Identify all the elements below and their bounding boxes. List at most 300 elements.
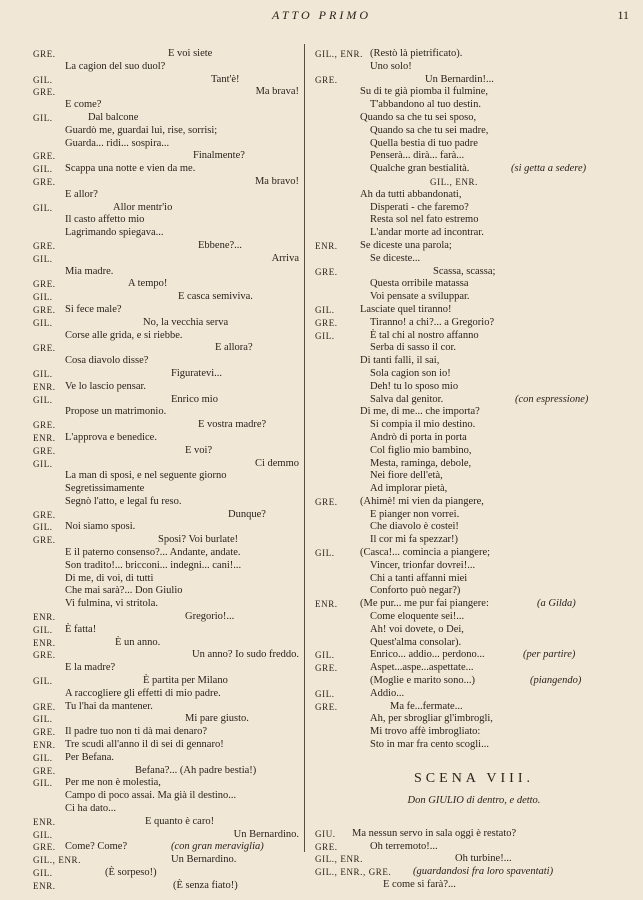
dialogue-text: E vostra madre? xyxy=(198,419,267,431)
dialogue-text: Vi fulmina, vi stritola. xyxy=(65,598,158,610)
speaker-label: GRE. xyxy=(33,279,56,290)
dialogue-text: T'abbandono al tuo destin. xyxy=(370,99,481,111)
dialogue-text: Figuratevi... xyxy=(171,367,223,379)
dialogue-line xyxy=(33,573,299,586)
dialogue-line xyxy=(315,125,633,138)
dialogue-text: L'approva e benedice. xyxy=(65,431,157,443)
dialogue-line xyxy=(315,368,633,381)
dialogue-text: E voi siete xyxy=(168,48,213,59)
dialogue-line xyxy=(315,624,633,637)
speaker-label: GRE. xyxy=(315,74,338,85)
dialogue-text: Ad implorar pietà, xyxy=(370,483,448,495)
dialogue-line xyxy=(315,355,633,368)
dialogue-text: Oh terremoto!... xyxy=(370,840,438,852)
dialogue-text: E pianger non vorrei. xyxy=(370,508,460,520)
dialogue-text: Tre scudi all'anno il dì sei di gennaro! xyxy=(65,739,224,751)
dialogue-line xyxy=(315,61,633,74)
speaker-label: ENR. xyxy=(33,612,56,623)
dialogue-line xyxy=(33,675,299,688)
dialogue-line xyxy=(315,445,633,458)
right-column-scene-dialogue xyxy=(315,828,633,892)
dialogue-text: Disperati - che faremo? xyxy=(370,201,469,213)
left-column xyxy=(33,48,299,893)
speaker-label: ENR. xyxy=(33,637,56,648)
speaker-label: GIL. xyxy=(315,688,335,699)
speaker-label: GIL. xyxy=(315,330,335,341)
dialogue-text: Ve lo lascio pensar. xyxy=(65,380,147,392)
speaker-label: GIL. xyxy=(33,253,53,264)
speaker-label: GIL. xyxy=(315,548,335,559)
speaker-label: GIL. xyxy=(315,650,335,661)
speaker-label: GIL. xyxy=(33,522,53,533)
dialogue-text: Campo di poco assai. Ma già il destino... xyxy=(65,790,237,802)
speaker-heading: GIL., ENR. xyxy=(430,176,478,187)
dialogue-line xyxy=(33,189,299,202)
dialogue-text: Quest'alma consolar). xyxy=(370,636,462,648)
dialogue-text: Il cor mi fa spezzar!) xyxy=(370,534,459,546)
dialogue-line xyxy=(315,48,633,61)
dialogue-line xyxy=(315,521,633,534)
dialogue-line xyxy=(33,355,299,368)
dialogue-line xyxy=(33,829,299,842)
dialogue-line xyxy=(33,138,299,151)
speaker-label: GRE. xyxy=(315,496,338,507)
speaker-label: ENR. xyxy=(33,880,56,891)
speaker-label: GIL. xyxy=(33,112,53,123)
dialogue-line xyxy=(33,278,299,291)
dialogue-text: Ma nessun servo in sala oggi è restato? xyxy=(352,827,517,839)
dialogue-line xyxy=(315,841,633,854)
dialogue-text: A tempo! xyxy=(128,278,168,290)
speaker-label: GIL. xyxy=(33,829,53,840)
speaker-label: GRE. xyxy=(33,842,56,853)
dialogue-line xyxy=(33,330,299,343)
dialogue-text: Allor mentr'io xyxy=(113,201,173,213)
dialogue-line xyxy=(33,99,299,112)
speaker-label: GRE. xyxy=(33,343,56,354)
speaker-label: GIL. xyxy=(33,868,53,878)
dialogue-line xyxy=(33,803,299,816)
dialogue-line xyxy=(315,176,633,189)
speaker-label: GRE. xyxy=(33,535,56,546)
dialogue-text: La cagion del suo duol? xyxy=(65,60,166,72)
speaker-label: GIU. xyxy=(315,828,336,839)
speaker-label: GRE. xyxy=(33,87,56,98)
dialogue-line xyxy=(33,598,299,611)
dialogue-line xyxy=(315,74,633,87)
dialogue-text: Aspet...aspe...aspettate... xyxy=(370,662,474,674)
dialogue-text: Uno solo! xyxy=(370,60,412,72)
speaker-label: ENR. xyxy=(33,740,56,751)
speaker-label: GRE. xyxy=(315,701,338,712)
dialogue-text: È un anno. xyxy=(115,636,161,648)
dialogue-text: Di me, di voi, di tutti xyxy=(65,572,154,584)
dialogue-text: (Moglie e marito sono...) xyxy=(370,675,475,687)
speaker-label: GRE. xyxy=(33,304,56,315)
dialogue-line xyxy=(33,560,299,573)
dialogue-text: Mi trovo affè imbrogliato: xyxy=(370,726,481,738)
dialogue-line xyxy=(33,227,299,240)
dialogue-text: Mi pare giusto. xyxy=(185,713,249,725)
dialogue-text: Arriva xyxy=(271,252,299,264)
dialogue-text: Nei fiore dell'età, xyxy=(370,470,443,482)
dialogue-text: Chi a tanti affanni miei xyxy=(370,572,468,584)
dialogue-text: Lagrimando spiegava... xyxy=(65,227,164,239)
dialogue-line xyxy=(315,99,633,112)
dialogue-line xyxy=(315,483,633,496)
dialogue-text: E allor? xyxy=(65,188,98,200)
stage-direction: (a Gilda) xyxy=(537,598,576,610)
dialogue-line xyxy=(33,163,299,176)
dialogue-text: E allora? xyxy=(215,342,253,354)
dialogue-line xyxy=(315,86,633,99)
dialogue-line xyxy=(315,266,633,279)
dialogue-line xyxy=(33,585,299,598)
dialogue-text: Scappa una notte e vien da me. xyxy=(65,163,196,175)
dialogue-line xyxy=(315,637,633,650)
dialogue-text: Ah, per sbrogliar gl'imbrogli, xyxy=(370,713,493,725)
speaker-label: GRE. xyxy=(33,151,56,162)
dialogue-line xyxy=(315,649,633,662)
column-divider xyxy=(304,44,305,852)
dialogue-line xyxy=(315,688,633,701)
dialogue-line xyxy=(315,585,633,598)
speaker-label: GIL., ENR. xyxy=(315,854,363,865)
dialogue-text: Segretissimamente xyxy=(65,483,145,495)
speaker-label: GRE. xyxy=(33,727,56,738)
speaker-label: GRE. xyxy=(33,650,56,661)
dialogue-line xyxy=(315,496,633,509)
dialogue-line xyxy=(315,163,633,176)
dialogue-line xyxy=(315,394,633,407)
dialogue-text: Lasciate quel tiranno! xyxy=(360,303,452,315)
dialogue-text: Ci demmo xyxy=(254,457,299,469)
speaker-label: GIL. xyxy=(33,676,53,687)
speaker-label: ENR. xyxy=(33,816,56,827)
dialogue-line xyxy=(315,330,633,343)
dialogue-text: Gregorio!... xyxy=(185,611,235,623)
dialogue-line xyxy=(33,176,299,189)
dialogue-text: Conforto può negar?) xyxy=(370,585,461,597)
dialogue-text: E come si farà?... xyxy=(383,879,456,891)
dialogue-line xyxy=(33,790,299,803)
dialogue-line xyxy=(33,432,299,445)
dialogue-text: (Casca!... comincia a piangere; xyxy=(360,547,491,559)
speaker-label: ENR. xyxy=(315,599,338,610)
right-column-dialogue xyxy=(315,48,633,752)
scene-title: SCENA VIII. xyxy=(414,770,534,786)
dialogue-line xyxy=(315,458,633,471)
speaker-label: GRE. xyxy=(33,49,56,59)
dialogue-line xyxy=(315,202,633,215)
speaker-label: GIL. xyxy=(33,624,53,635)
dialogue-text: Che mai sarà?... Don Giulio xyxy=(65,585,183,597)
dialogue-line xyxy=(33,240,299,253)
dialogue-text: È partita per Milano xyxy=(143,675,228,687)
dialogue-line xyxy=(33,841,299,854)
dialogue-text: E casca semiviva. xyxy=(178,291,253,303)
dialogue-line xyxy=(33,202,299,215)
dialogue-text: (Me pur... me pur fai piangere: xyxy=(360,598,489,610)
speaker-label: GIL., ENR. xyxy=(315,49,363,59)
dialogue-text: (È sorpeso!) xyxy=(105,867,157,878)
dialogue-line xyxy=(315,701,633,714)
dialogue-text: Su di te già piomba il fulmine, xyxy=(360,86,489,98)
dialogue-line xyxy=(33,291,299,304)
speaker-label: GIL., ENR., GRE. xyxy=(315,867,392,878)
dialogue-text: Corse alle grida, e si riebbe. xyxy=(65,329,183,341)
dialogue-line xyxy=(315,112,633,125)
dialogue-text: Andrò di porta in porta xyxy=(370,431,467,443)
dialogue-text: Un Bernardino. xyxy=(171,854,237,866)
dialogue-line xyxy=(33,381,299,394)
dialogue-text: Befana?... (Ah padre bestia!) xyxy=(135,764,257,776)
dialogue-text: Tu l'hai da mantener. xyxy=(65,700,153,712)
stage-direction: (con espressione) xyxy=(515,393,589,405)
page-number: 11 xyxy=(617,8,629,22)
dialogue-line xyxy=(315,573,633,586)
dialogue-line xyxy=(315,419,633,432)
dialogue-line xyxy=(33,649,299,662)
dialogue-line xyxy=(33,458,299,471)
dialogue-text: Che diavolo è costei! xyxy=(370,521,459,533)
running-head xyxy=(0,6,643,24)
dialogue-line xyxy=(315,406,633,419)
dialogue-line xyxy=(315,534,633,547)
dialogue-line xyxy=(33,880,299,893)
dialogue-text: Un Bernardino. xyxy=(233,828,299,840)
dialogue-text: (Restò là pietrificato). xyxy=(370,48,463,59)
dialogue-text: Mesta, raminga, debole, xyxy=(370,457,472,469)
dialogue-line xyxy=(315,317,633,330)
speaker-label: GIL. xyxy=(33,778,53,789)
dialogue-line xyxy=(315,138,633,151)
dialogue-text: L'andar morte ad incontrar. xyxy=(370,227,484,239)
dialogue-text: Tant'è! xyxy=(211,73,240,85)
dialogue-text: Son tradito!... bricconi... indegni... cani!... xyxy=(65,559,242,571)
dialogue-text: Guarda... ridi... sospira... xyxy=(65,137,170,149)
dialogue-line xyxy=(315,726,633,739)
dialogue-line xyxy=(33,125,299,138)
dialogue-text: E come? xyxy=(65,99,102,111)
dialogue-line xyxy=(33,61,299,74)
dialogue-line xyxy=(33,867,299,880)
dialogue-line xyxy=(33,816,299,829)
dialogue-text: Ah! voi dovete, o Dei, xyxy=(370,623,464,635)
dialogue-line xyxy=(315,739,633,752)
speaker-label: GIL. xyxy=(33,317,53,328)
dialogue-text: E il paterno consenso?... Andante, andate. xyxy=(65,547,241,559)
stage-direction: (per partire) xyxy=(523,649,576,661)
dialogue-line xyxy=(315,598,633,611)
dialogue-line xyxy=(33,624,299,637)
dialogue-text: Segnò l'atto, e legal fu reso. xyxy=(65,495,182,507)
dialogue-text: Ebbene?... xyxy=(198,239,243,251)
dialogue-text: Quando sa che tu sei sposo, xyxy=(360,111,477,123)
dialogue-text: Questa orribile matassa xyxy=(370,278,469,290)
dialogue-text: La man di sposi, e nel seguente giorno xyxy=(65,470,227,482)
dialogue-line xyxy=(315,291,633,304)
dialogue-text: Dunque? xyxy=(228,508,266,520)
speaker-label: GIL. xyxy=(33,368,53,379)
dialogue-text: Enrico... addio... perdono... xyxy=(370,649,485,661)
dialogue-line xyxy=(315,509,633,522)
dialogue-line xyxy=(33,701,299,714)
dialogue-line xyxy=(33,470,299,483)
dialogue-line xyxy=(315,278,633,291)
dialogue-text: Propose un matrimonio. xyxy=(65,406,167,418)
dialogue-text: Come? Come? xyxy=(65,841,128,853)
dialogue-line xyxy=(33,688,299,701)
dialogue-text: A raccogliere gli effetti di mio padre. xyxy=(65,687,221,699)
dialogue-line xyxy=(33,483,299,496)
dialogue-line xyxy=(33,765,299,778)
dialogue-text: Mia madre. xyxy=(65,265,114,277)
dialogue-text: Ma bravo! xyxy=(254,175,299,187)
dialogue-text: Se diceste una parola; xyxy=(360,239,452,251)
dialogue-line xyxy=(315,560,633,573)
speaker-label: ENR. xyxy=(33,381,56,392)
dialogue-line xyxy=(33,752,299,765)
dialogue-line xyxy=(315,240,633,253)
dialogue-line xyxy=(315,547,633,560)
speaker-label: GIL., ENR. xyxy=(33,855,81,866)
dialogue-line xyxy=(315,227,633,240)
dialogue-line xyxy=(33,266,299,279)
dialogue-text: Penserà... dirà... farà... xyxy=(370,150,465,162)
speaker-label: GRE. xyxy=(315,663,338,674)
running-title: ATTO PRIMO xyxy=(272,8,371,22)
dialogue-text: E la madre? xyxy=(65,662,116,674)
dialogue-line xyxy=(33,406,299,419)
dialogue-line xyxy=(33,726,299,739)
dialogue-line xyxy=(315,866,633,879)
speaker-label: GRE. xyxy=(33,445,56,456)
stage-direction: (piangendo) xyxy=(530,675,582,687)
speaker-label: GIL. xyxy=(33,164,53,175)
dialogue-line xyxy=(315,432,633,445)
dialogue-text: Voi pensate a sviluppar. xyxy=(370,291,470,303)
dialogue-text: Col figlio mio bambino, xyxy=(370,444,472,456)
dialogue-text: Vincer, trionfar dovrei!... xyxy=(370,559,476,571)
dialogue-text: Di tanti falli, il sai, xyxy=(360,355,440,367)
dialogue-line xyxy=(33,496,299,509)
dialogue-line xyxy=(315,381,633,394)
dialogue-text: Ma fe...fermate... xyxy=(390,700,463,712)
dialogue-text: (Ahimè! mi vien da piangere, xyxy=(360,495,484,507)
right-column xyxy=(315,48,633,892)
dialogue-line xyxy=(33,112,299,125)
dialogue-text: Noi siamo sposi. xyxy=(65,521,136,533)
speaker-label: ENR. xyxy=(33,432,56,443)
dialogue-text: Serba di sasso il cor. xyxy=(370,342,457,354)
dialogue-text: Ci ha dato... xyxy=(65,803,117,815)
dialogue-line xyxy=(33,253,299,266)
speaker-label: ENR. xyxy=(315,240,338,251)
dialogue-line xyxy=(33,368,299,381)
speaker-label: GIL. xyxy=(33,752,53,763)
dialogue-text: Il padre tuo non ti dà mai denaro? xyxy=(65,726,207,738)
dialogue-text: Salva dal genitor. xyxy=(370,393,444,405)
speaker-label: GIL. xyxy=(33,458,53,469)
dialogue-text: Il casto affetto mio xyxy=(65,214,145,226)
dialogue-line xyxy=(315,675,633,688)
dialogue-line xyxy=(315,253,633,266)
dialogue-text: È tal chi al nostro affanno xyxy=(370,329,479,341)
dialogue-line xyxy=(33,521,299,534)
dialogue-text: Per me non è molestia, xyxy=(65,777,161,789)
speaker-label: GIL. xyxy=(33,714,53,725)
dialogue-line xyxy=(33,534,299,547)
dialogue-text: Qualche gran bestialità. xyxy=(370,163,470,175)
dialogue-line xyxy=(315,189,633,202)
dialogue-line xyxy=(33,713,299,726)
dialogue-text: No, la vecchia serva xyxy=(143,316,229,328)
dialogue-line xyxy=(33,419,299,432)
dialogue-line xyxy=(33,739,299,752)
stage-direction: (con gran meraviglia) xyxy=(171,841,264,853)
dialogue-line xyxy=(33,342,299,355)
dialogue-line xyxy=(33,854,299,867)
dialogue-line xyxy=(315,853,633,866)
speaker-label: GIL. xyxy=(33,74,53,85)
dialogue-line xyxy=(33,394,299,407)
dialogue-line xyxy=(33,509,299,522)
dialogue-text: Oh turbine!... xyxy=(455,853,512,865)
dialogue-text: Un anno? Io sudo freddo. xyxy=(191,649,299,661)
speaker-label: GRE. xyxy=(315,266,338,277)
dialogue-line xyxy=(33,74,299,87)
dialogue-line xyxy=(33,150,299,163)
dialogue-line xyxy=(315,150,633,163)
speaker-label: GRE. xyxy=(33,420,56,431)
dialogue-line xyxy=(33,445,299,458)
stage-direction: (si getta a sedere) xyxy=(511,163,587,175)
dialogue-text: Addio... xyxy=(370,687,405,699)
dialogue-line xyxy=(315,342,633,355)
dialogue-text: Tiranno! a chi?... a Gregorio? xyxy=(370,316,495,328)
speaker-label: GRE. xyxy=(33,509,56,520)
speaker-label: GRE. xyxy=(33,701,56,712)
dialogue-line xyxy=(315,879,633,892)
dialogue-text: Sola cagion son io! xyxy=(370,367,451,379)
dialogue-line xyxy=(315,214,633,227)
dialogue-text: E quanto è caro! xyxy=(145,815,215,827)
speaker-label: GIL. xyxy=(33,202,53,213)
dialogue-line xyxy=(33,86,299,99)
dialogue-text: Un Bernardin!... xyxy=(425,73,494,85)
dialogue-text: Sposi? Voi burlate! xyxy=(158,534,239,546)
dialogue-line xyxy=(33,637,299,650)
dialogue-line xyxy=(33,317,299,330)
speaker-label: GRE. xyxy=(33,176,56,187)
dialogue-text: Si fece male? xyxy=(65,303,122,315)
dialogue-line xyxy=(315,304,633,317)
dialogue-text: E voi? xyxy=(185,444,213,456)
speaker-label: GRE. xyxy=(315,317,338,328)
dialogue-text: Scassa, scassa; xyxy=(433,265,496,277)
dialogue-line xyxy=(33,662,299,675)
dialogue-text: Finalmente? xyxy=(193,150,245,162)
speaker-label: GRE. xyxy=(33,765,56,776)
speaker-label: GRE. xyxy=(315,841,338,852)
dialogue-line xyxy=(315,828,633,841)
dialogue-line xyxy=(315,713,633,726)
dialogue-line xyxy=(33,777,299,790)
dialogue-text: Di me, di me... che importa? xyxy=(360,406,480,418)
dialogue-text: Resta sol nel fato estremo xyxy=(370,214,479,226)
dialogue-text: Quando sa che tu sei madre, xyxy=(370,124,489,136)
